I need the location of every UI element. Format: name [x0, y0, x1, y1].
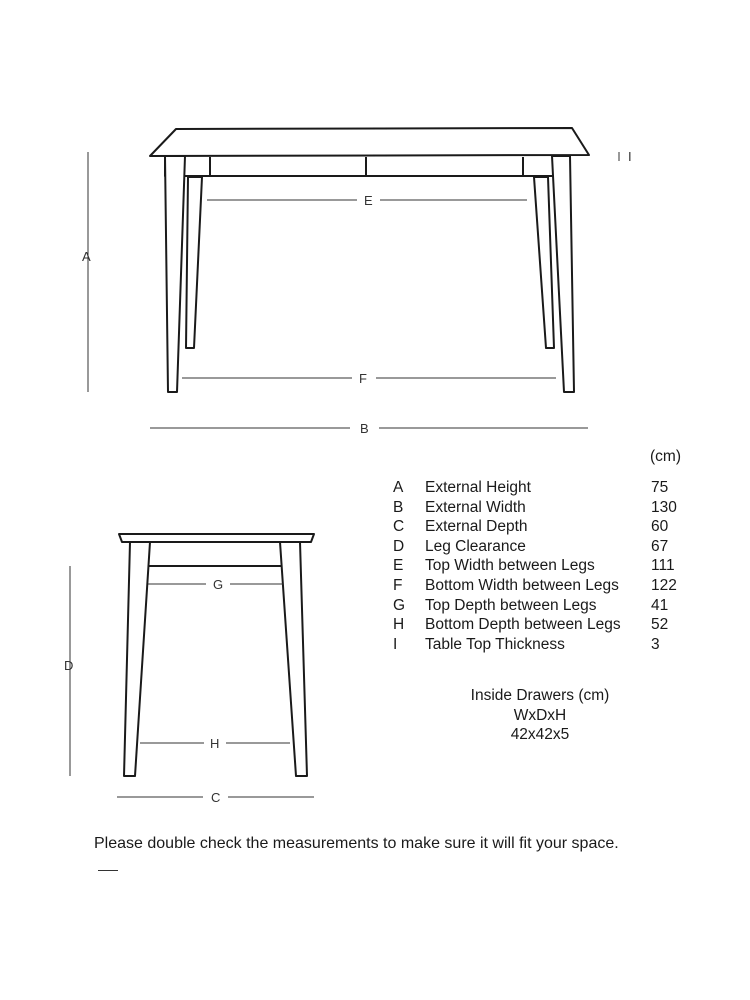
front-leg-right	[552, 156, 574, 392]
dimension-label: Leg Clearance	[425, 537, 526, 555]
dimension-label: External Depth	[425, 518, 528, 536]
dimension-row	[393, 576, 693, 596]
label-f: F	[359, 371, 367, 386]
drawer-size: 42x42x5	[510, 726, 570, 743]
dimension-label: External Height	[425, 479, 531, 496]
label-c: C	[211, 790, 221, 805]
drawer-info	[440, 686, 640, 745]
dimension-value: 60	[651, 518, 669, 536]
dimension-label: Bottom Width between Legs	[425, 576, 619, 594]
dimension-row	[393, 556, 693, 576]
dimension-value: 122	[651, 576, 677, 594]
front-leg-right-back	[534, 177, 554, 348]
side-leg-right	[280, 542, 307, 776]
dimension-value: 111	[651, 557, 675, 575]
front-view	[150, 128, 589, 392]
label-g: G	[213, 577, 224, 592]
dimension-value: 67	[651, 537, 669, 555]
drawer-format: WxDxH	[513, 706, 567, 724]
dimension-label: Top Width between Legs	[425, 557, 595, 575]
front-leg-left	[165, 156, 185, 392]
dimension-row	[393, 478, 693, 498]
dimension-value: 130	[651, 498, 677, 516]
side-apron	[130, 542, 300, 566]
dimension-value: 75	[651, 479, 669, 496]
unit-label: (cm)	[650, 448, 681, 465]
measurement-note: Please double check the measurements to make sure it will fit your space.	[94, 835, 619, 852]
front-tabletop	[150, 128, 589, 156]
dimension-row	[393, 498, 693, 518]
dimension-value: 52	[651, 616, 669, 634]
divider	[98, 870, 118, 871]
dimension-row	[393, 635, 693, 655]
dimension-key: C	[393, 518, 405, 536]
dimension-label: External Width	[425, 498, 526, 516]
dimension-row	[393, 596, 693, 616]
dimension-key: F	[393, 576, 403, 594]
dimension-key: E	[393, 557, 404, 575]
front-leg-left-back	[186, 177, 202, 348]
dimension-key: A	[393, 479, 404, 496]
dimension-key: G	[393, 596, 406, 614]
side-tabletop	[119, 534, 314, 542]
dimension-key: B	[393, 498, 404, 516]
drawer-title: Inside Drawers (cm)	[470, 687, 610, 704]
label-a: A	[82, 249, 91, 264]
dimension-key: D	[393, 537, 405, 555]
dimension-value: 3	[651, 635, 660, 653]
label-d: D	[64, 658, 74, 673]
side-leg-left	[124, 542, 150, 776]
dimension-label: Bottom Depth between Legs	[425, 616, 621, 634]
label-b: B	[360, 421, 369, 436]
side-dimension-lines	[70, 566, 314, 797]
dimension-label: Table Top Thickness	[425, 635, 565, 653]
dimension-value: 41	[651, 596, 669, 614]
label-e: E	[364, 193, 373, 208]
label-i: I	[628, 149, 632, 164]
dimension-label: Top Depth between Legs	[425, 596, 597, 614]
dimension-row	[393, 615, 693, 635]
dimension-row	[393, 537, 693, 557]
dimension-table	[393, 478, 693, 654]
label-h: H	[210, 736, 220, 751]
dimension-row	[393, 517, 693, 537]
dimension-key: H	[393, 616, 405, 634]
dimension-key: I	[393, 635, 398, 653]
